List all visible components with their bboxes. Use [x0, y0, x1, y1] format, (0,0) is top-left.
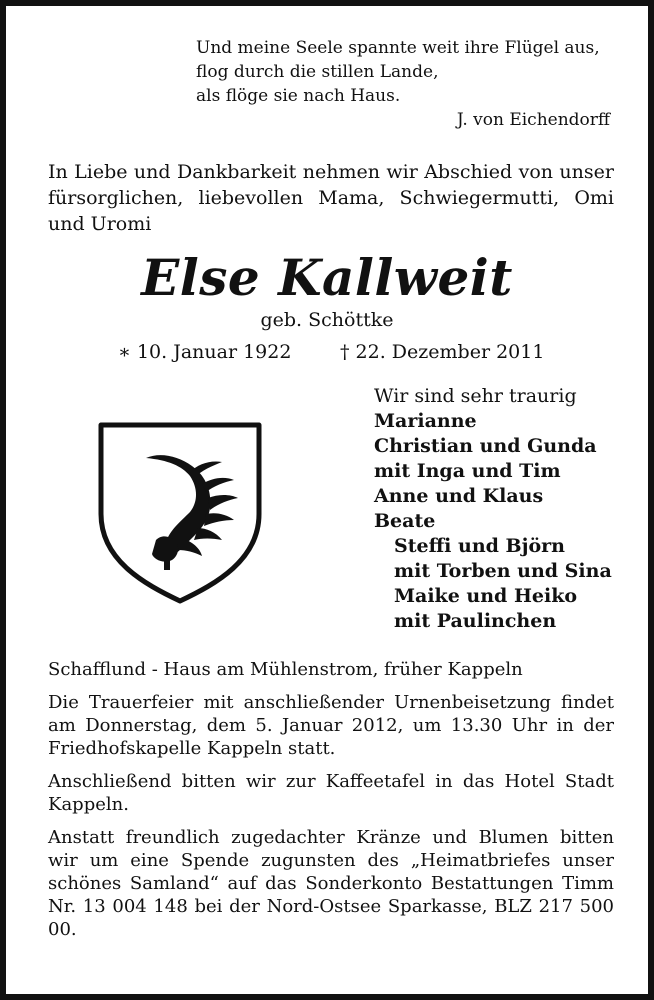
grandchild-name: mit Paulinchen	[394, 610, 557, 632]
mourners-list	[374, 384, 624, 634]
elk-antler-coat-of-arms-icon	[98, 422, 262, 604]
poem-line: als flöge sie nach Haus.	[196, 86, 401, 106]
mourner-name: Beate	[374, 510, 436, 532]
location-line: Schafflund - Haus am Mühlenstrom, früher Kappeln	[48, 659, 523, 680]
poem-line: flog durch die stillen Lande,	[196, 62, 439, 82]
donation-info: Anstatt freundlich zugedachter Kränze und Blumen bitten wir um eine Spende zugunsten des „Heimatbriefes unser schönes Samland“ auf das Sonderkonto Bestattungen Timm Nr. 13 004 148 bei der Nord-Ostsee Sparkasse, BLZ 217 500 00.	[48, 827, 614, 940]
funeral-info: Die Trauerfeier mit anschließender Urnenbeisetzung findet am Donnerstag, dem 5. Januar 2012, um 13.30 Uhr in der Friedhofskapelle Kappeln statt.	[48, 692, 614, 759]
grandchild-name: Steffi und Björn	[394, 535, 565, 557]
poem	[196, 36, 616, 132]
mourner-name: mit Inga und Tim	[374, 460, 561, 482]
deceased-name: Else Kallweit	[141, 248, 513, 307]
intro-text: In Liebe und Dankbarkeit nehmen wir Abschied von unser fürsorglichen, liebevollen Mama, Schwiegermutti, Omi und Uromi	[48, 161, 614, 235]
notice-body	[48, 658, 614, 951]
grandchild-name: Maike und Heiko	[394, 585, 578, 607]
mourner-name: Marianne	[374, 410, 477, 432]
poem-author: J. von Eichendorff	[456, 110, 610, 130]
mourner-name: Christian und Gunda	[374, 435, 597, 457]
life-dates	[118, 340, 558, 364]
mourners-heading: Wir sind sehr traurig	[374, 385, 577, 407]
death-date: † 22. Dezember 2011	[340, 341, 545, 363]
mourner-name: Anne und Klaus	[374, 485, 544, 507]
grandchild-name: mit Torben und Sina	[394, 560, 612, 582]
birth-date: ∗ 10. Januar 1922	[118, 341, 292, 363]
coffee-info: Anschließend bitten wir zur Kaffeetafel in das Hotel Stadt Kappeln.	[48, 771, 614, 815]
birth-name: geb. Schöttke	[260, 309, 394, 331]
poem-line: Und meine Seele spannte weit ihre Flügel aus,	[196, 38, 600, 58]
